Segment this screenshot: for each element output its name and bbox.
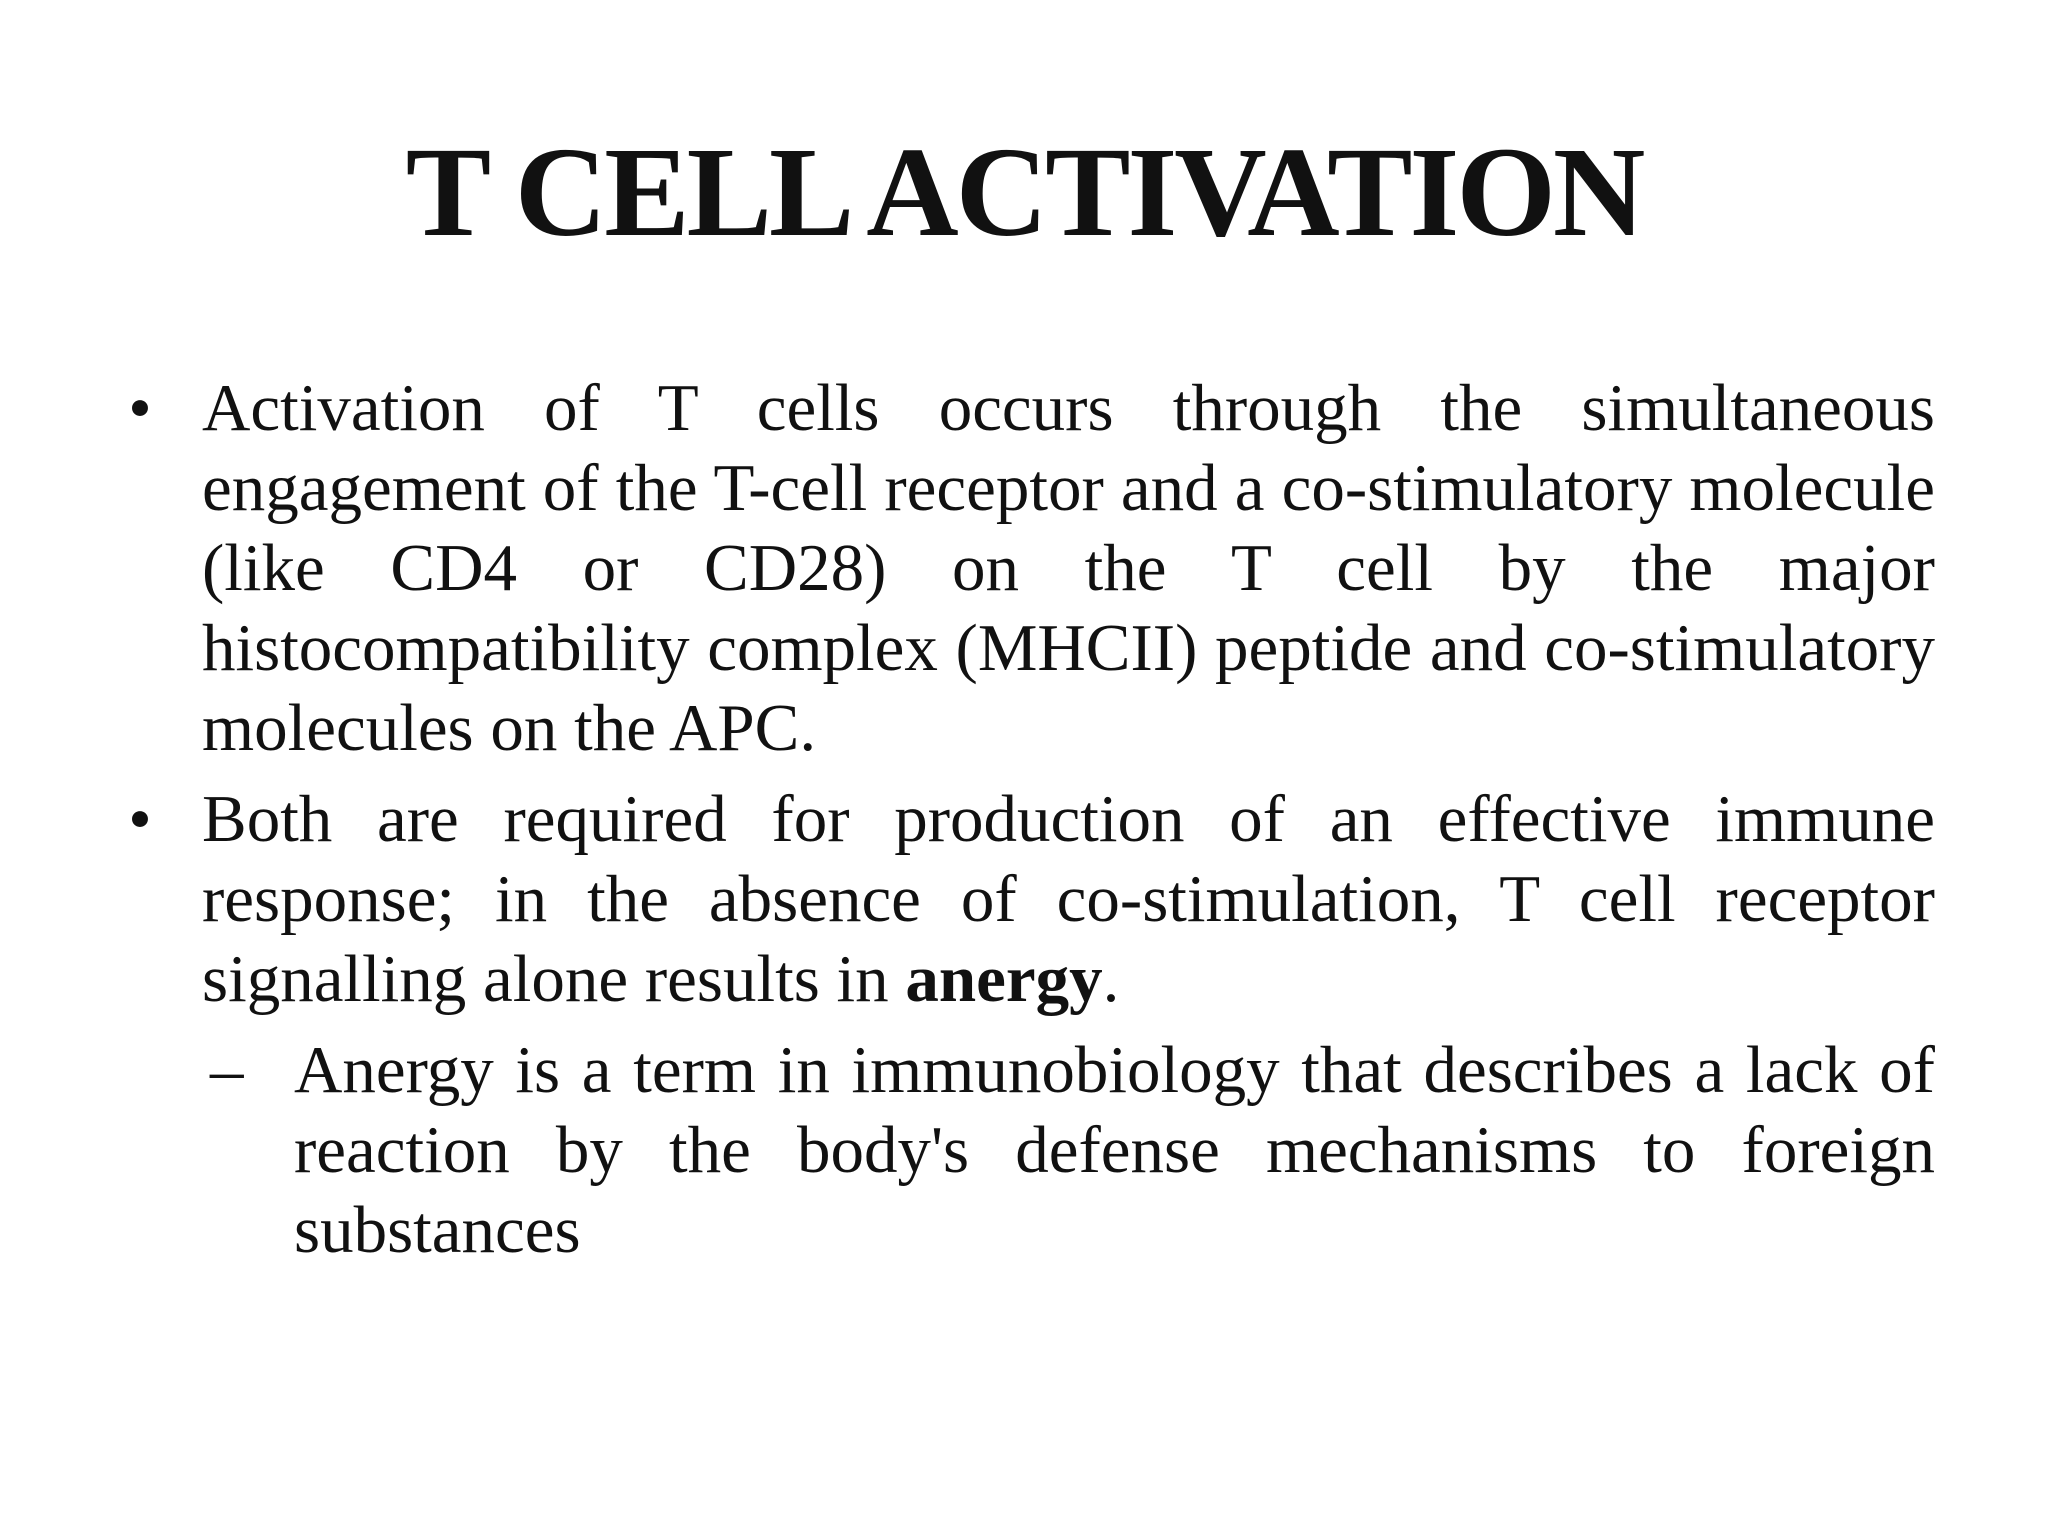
sub-bullet-marker: –	[210, 1033, 244, 1107]
bullet-text: Activation of T cells occurs through the simultaneous engagement of the T-cell receptor and a co-stimulatory molecule (like CD4 or CD28) on the T cell by the major histocompatibility complex (MHCII) peptide and co-stimulatory molecules on the APC.	[202, 371, 1935, 765]
slide-content	[120, 368, 1935, 1337]
bullet-item-2	[120, 779, 1935, 1019]
bullet-item-1	[120, 368, 1935, 768]
sub-bullet-item-1	[202, 1030, 1935, 1270]
bullet-text-end: .	[1102, 942, 1120, 1016]
bullet-marker: •	[128, 371, 152, 445]
sub-bullet-text: Anergy is a term in immunobiology that describes a lack of reaction by the body's defense mechanisms to foreign substances	[294, 1033, 1935, 1267]
bullet-bold-term: anergy	[905, 942, 1103, 1016]
bullet-text: Both are required for production of an effective immune response; in the absence of co-stimulation, T cell receptor signalling alone results in	[202, 782, 1935, 1016]
slide-title: T CELL ACTIVATION	[405, 121, 1643, 263]
bullet-marker: •	[128, 782, 152, 856]
